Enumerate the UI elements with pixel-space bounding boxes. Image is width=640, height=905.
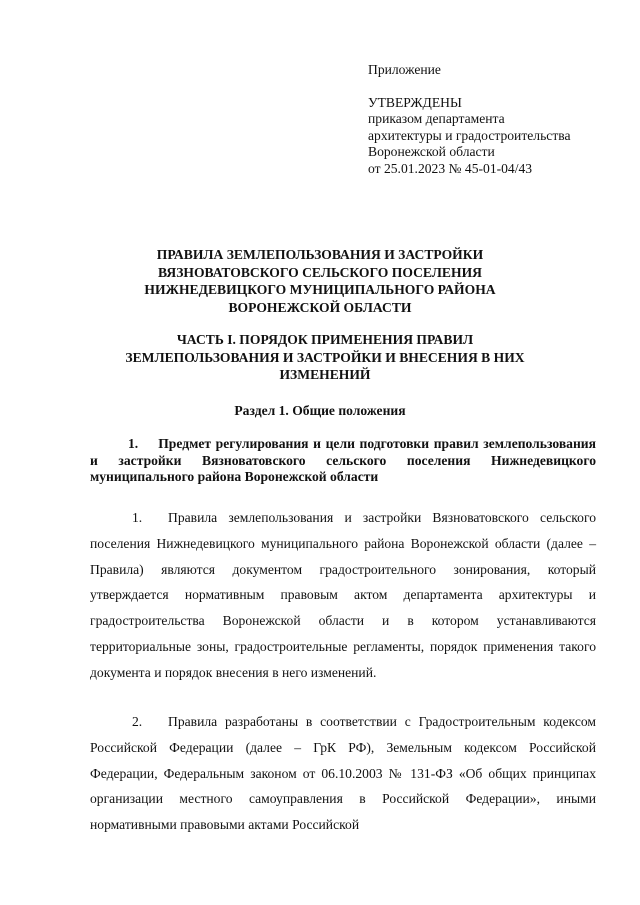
title-line-4: ВОРОНЕЖСКОЙ ОБЛАСТИ bbox=[228, 299, 412, 315]
paragraph-1 bbox=[90, 505, 596, 686]
paragraph-text: Правила разработаны в соответствии с Градостроительным кодексом Российской Федерации (далее – ГрК РФ), Земельным кодексом Российской Федерации, Федеральным законом от 06.10.2003 № 131-ФЗ «Об общих принципах организации местного самоуправления в Российской Федерации», иными нормативными правовыми актами Российской bbox=[90, 714, 596, 833]
article-number: 1. bbox=[128, 436, 139, 451]
approval-date-number: от 25.01.2023 № 45-01-04/43 bbox=[368, 160, 533, 176]
appendix-label: Приложение bbox=[368, 62, 441, 77]
approval-line-3: Воронежской области bbox=[368, 144, 495, 159]
approval-line-2: архитектуры и градостроительства bbox=[368, 127, 571, 143]
approved-label: УТВЕРЖДЕНЫ bbox=[368, 94, 462, 110]
article-heading bbox=[90, 436, 596, 486]
approval-line-1: приказом департамента bbox=[368, 111, 505, 126]
paragraph-text: Правила землепользования и застройки Вязноватовского сельского поселения Нижнедевицкого муниципального района Воронежской области (далее – Правила) являются документом градостроительного зонирования, который утверждается нормативным правовым актом департамента архитектуры и градостроительства Воронежской области и в котором устанавливаются территориальные зоны, градостроительные регламенты, порядок применения такого документа и порядок внесения в него изменений. bbox=[90, 510, 596, 680]
article-title: Предмет регулирования и цели подготовки правил землепользования и застройки Вязноватовского сельского поселения Нижнедевицкого муниципального района Воронежской области bbox=[90, 436, 596, 484]
title-line-2: ВЯЗНОВАТОВСКОГО СЕЛЬСКОГО ПОСЕЛЕНИЯ bbox=[158, 264, 482, 280]
approval-block bbox=[368, 62, 571, 177]
part-heading bbox=[110, 331, 540, 384]
paragraph-number: 2. bbox=[132, 714, 143, 729]
paragraph-number: 1. bbox=[132, 510, 143, 525]
title-line-1: ПРАВИЛА ЗЕМЛЕПОЛЬЗОВАНИЯ И ЗАСТРОЙКИ bbox=[156, 247, 484, 262]
part-line-1: ЧАСТЬ I. ПОРЯДОК ПРИМЕНЕНИЯ ПРАВИЛ bbox=[176, 332, 474, 347]
document-title bbox=[90, 246, 550, 316]
title-line-3: НИЖНЕДЕВИЦКОГО МУНИЦИПАЛЬНОГО РАЙОНА bbox=[144, 282, 496, 297]
part-line-3: ИЗМЕНЕНИЙ bbox=[279, 367, 371, 382]
section-heading: Раздел 1. Общие положения bbox=[234, 403, 406, 418]
part-line-2: ЗЕМЛЕПОЛЬЗОВАНИЯ И ЗАСТРОЙКИ И ВНЕСЕНИЯ В НИХ bbox=[125, 349, 525, 365]
paragraph-2 bbox=[90, 709, 596, 838]
